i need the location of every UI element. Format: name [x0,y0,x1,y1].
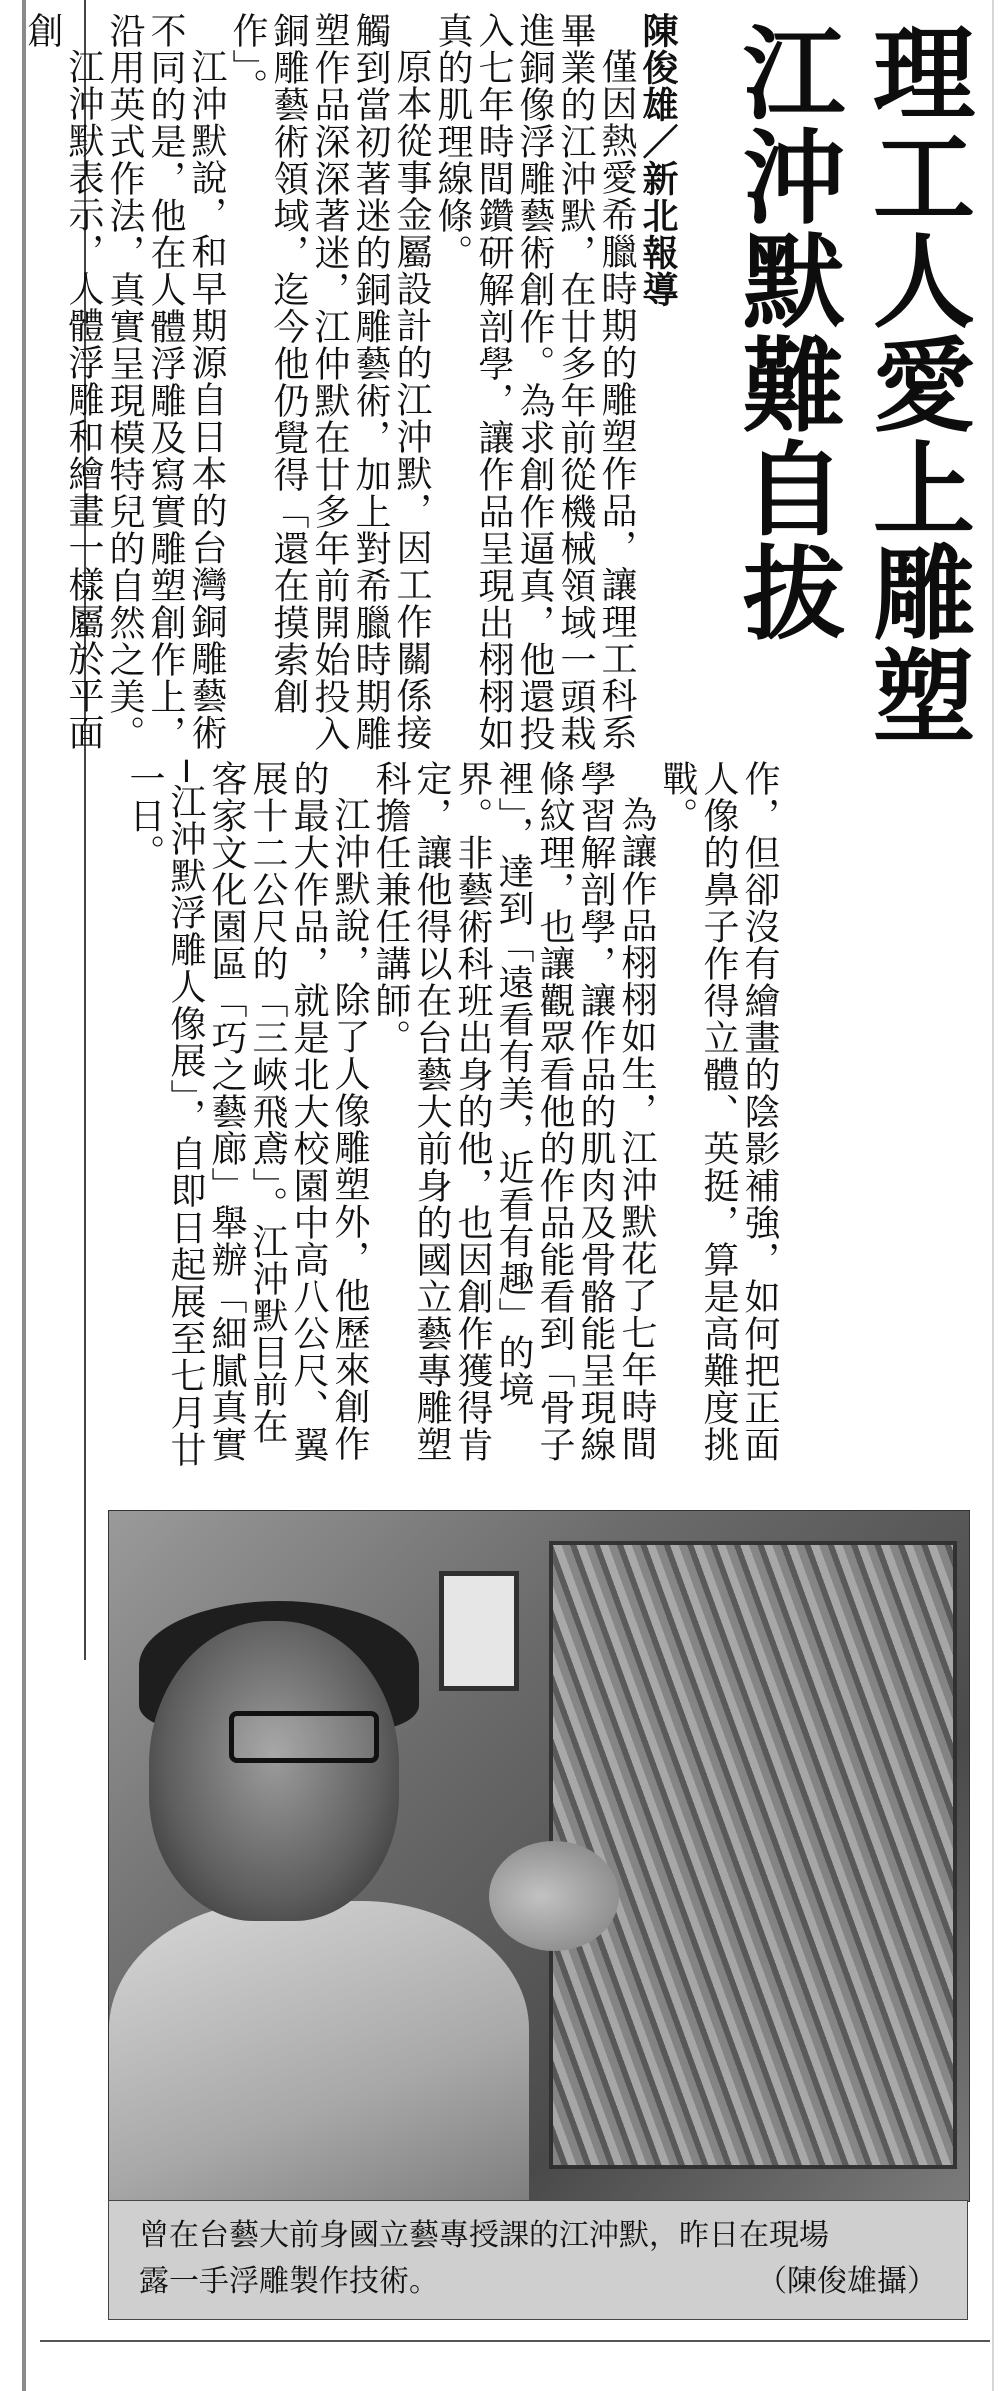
article-body-top [22,12,678,752]
page-edge-right [992,0,994,2391]
byline: 陳俊雄／新北報導 [637,12,678,308]
headline-line-2: 江沖默難自拔 [726,20,845,644]
sculptor-hand [489,1841,619,1951]
caption-line-2 [139,2259,937,2305]
sculptor-shirt [109,1901,529,2202]
photo-caption [108,2200,968,2320]
sculptor-head [149,1621,399,1921]
paragraph: 為讓作品栩栩如生，江沖默花了七年時間學習解剖學，讓作品的肌肉及骨骼能呈現線條紋理，也讓觀眾看他的作品能看到「骨子裡」，達到「遠看有美，近看有趣」的境界。非藝術科班出身的他，也因創作獲得肯定，讓他得以在台藝大前身的國立藝專雕塑科擔任兼任講師。 [370,760,657,1463]
paragraph: 江沖默表示，人體浮雕和繪畫一樣屬於平面創 [22,12,104,751]
bottom-rule [40,2340,990,2342]
headline [726,20,980,1450]
caption-line-2-text: 露一手浮雕製作技術。 [139,2264,439,2299]
paragraph: 江沖默說，除了人像雕塑外，他歷來創作的最大作品，就是北大校園中高八公尺、翼展十二公尺的「三峽飛鳶」。江沖默目前在客家文化園區「巧之藝廊」舉辦「細膩真實─江沖默浮雕人像展」，自即日起展至七月廿一日。 [124,760,370,1468]
relief-sculpture-panel [549,1541,957,2169]
paragraph: 作，但卻沒有繪畫的陰影補強，如何把正面人像的鼻子作得立體、英挺，算是高難度挑戰。 [657,760,780,1463]
caption-line-1: 曾在台藝大前身國立藝專授課的江沖默，昨日在現場 [139,2218,829,2253]
paragraph: 江沖默說，和早期源自日本的台灣銅雕藝術不同的是，他在人體浮雕及寫實雕塑創作上，沿用英式作法，真實呈現模特兒的自然之美。 [104,12,227,752]
paragraph: 僅因熱愛希臘時期的雕塑作品，讓理工科系畢業的江沖默，在廿多年前從機械領域一頭栽進銅像浮雕藝術創作。為求創作逼真，他還投入七年時間鑽研解剖學，讓作品呈現出栩栩如真的肌理線條。 [432,12,637,752]
headline-line-1: 理工人愛上雕塑 [856,20,975,748]
article-body-bottom [124,760,780,1480]
glasses-icon [229,1711,379,1763]
article-photo [108,1510,970,2202]
photo-credit: （陳俊雄攝） [757,2264,937,2299]
paragraph: 原本從事金屬設計的江沖默，因工作關係接觸到當初著迷的銅雕藝術，加上對希臘時期雕塑作品深深著迷，江仲默在廿多年前開始投入銅雕藝術領域，迄今他仍覺得「還在摸索創作」。 [227,12,432,752]
background-window [439,1571,519,1691]
